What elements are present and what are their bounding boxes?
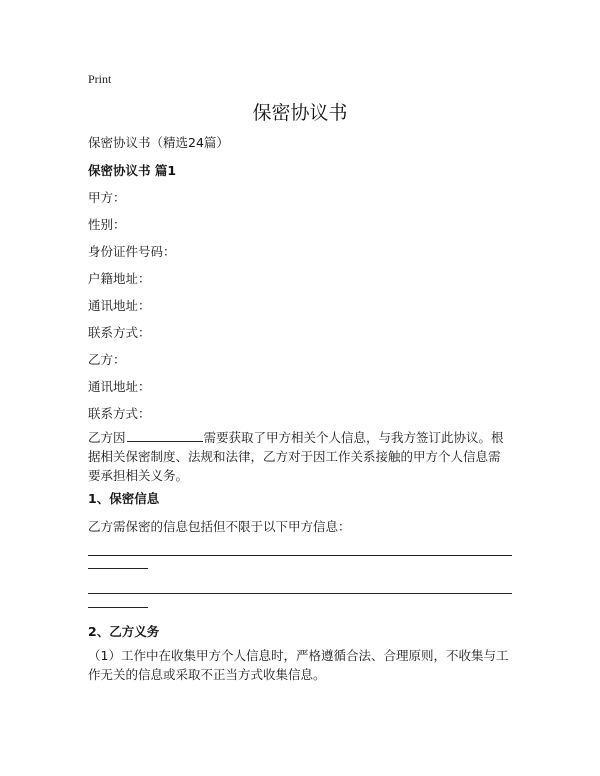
print-label: Print	[88, 72, 112, 86]
field-household-address: 户籍地址：	[88, 271, 151, 286]
field-party-b: 乙方：	[88, 352, 126, 367]
clause-1-heading: 1、保密信息	[88, 491, 160, 506]
field-id-number: 身份证件号码：	[88, 244, 176, 259]
clause-2-text: （1）工作中在收集甲方个人信息时，严格遵循合法、合理原则，不收集与工作无关的信息或采取不正当方式收集信息。	[88, 648, 509, 682]
intro-prefix: 乙方因	[88, 430, 126, 445]
intro-text: 需要获取了甲方相关个人信息，与我方签订此协议。根据相关保密制度、法规和法律，乙方对于因工作关系接触的甲方个人信息需要承担相关义务。	[88, 430, 504, 483]
field-mailing-address-b: 通讯地址：	[88, 379, 151, 394]
clause-2-heading: 2、乙方义务	[88, 624, 160, 639]
field-contact-b: 联系方式：	[88, 406, 151, 421]
field-party-a: 甲方：	[88, 190, 126, 205]
document-subtitle: 保密协议书（精选24篇）	[88, 135, 229, 150]
fill-line-short	[88, 607, 148, 608]
fill-in-blank	[127, 429, 203, 442]
field-contact-a: 联系方式：	[88, 325, 151, 340]
intro-paragraph	[88, 428, 512, 485]
document-title: 保密协议书	[252, 102, 348, 124]
clause-1-text: 乙方需保密的信息包括但不限于以下甲方信息：	[88, 519, 351, 534]
fill-line-short	[88, 568, 148, 569]
fill-line	[88, 555, 512, 556]
fill-line	[88, 593, 512, 594]
field-mailing-address-a: 通讯地址：	[88, 298, 151, 313]
section-heading: 保密协议书 篇1	[88, 163, 177, 178]
field-gender: 性别：	[88, 217, 126, 232]
